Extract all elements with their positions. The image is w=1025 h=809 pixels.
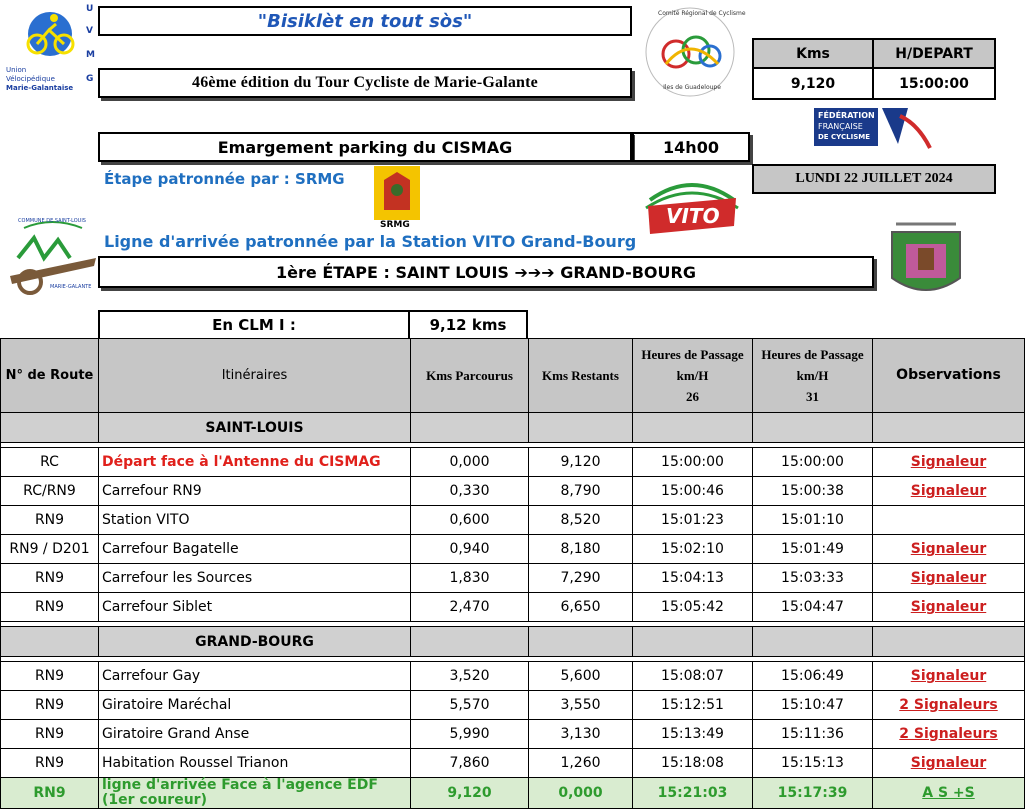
itinerary-cell: Carrefour Bagatelle: [99, 535, 411, 564]
itinerary-cell: Carrefour Gay: [99, 662, 411, 691]
section-cell: [753, 413, 873, 443]
kms-restants-cell: 3,550: [529, 691, 633, 720]
itinerary-cell: Station VITO: [99, 506, 411, 535]
finish-row: [1, 778, 1025, 809]
passage-26-cell: 15:02:10: [633, 535, 753, 564]
srmg-emblem-icon: [374, 166, 420, 220]
section-title: SAINT-LOUIS: [99, 413, 411, 443]
kms-parcourus-cell: 3,520: [411, 662, 529, 691]
saint-louis-text-top: COMMUNE DE SAINT-LOUIS: [18, 218, 86, 224]
table-row: [1, 720, 1025, 749]
clm-label-box: [98, 310, 410, 340]
hdepart-label-cell: [874, 40, 994, 69]
saint-louis-text-bottom: MARIE-GALANTE: [50, 284, 92, 290]
section-cell: [1, 627, 99, 657]
clm-label: En CLM I :: [212, 316, 296, 334]
stage-title: 1ère ÉTAPE : SAINT LOUIS ➔➔➔ GRAND-BOURG: [276, 262, 696, 282]
section-cell: [633, 413, 753, 443]
passage-26-cell: 15:05:42: [633, 593, 753, 622]
header-route-label: N° de Route: [5, 368, 94, 383]
itinerary-cell: Giratoire Grand Anse: [99, 720, 411, 749]
section-cell: [873, 627, 1025, 657]
observation-cell[interactable]: Signaleur: [873, 477, 1025, 506]
kms-restants-cell: 8,520: [529, 506, 633, 535]
clm-value-box: [408, 310, 528, 340]
clm-value: 9,12 kms: [429, 316, 507, 334]
header-itineraires: [99, 339, 411, 413]
section-title: GRAND-BOURG: [99, 627, 411, 657]
vito-logo: [640, 178, 744, 242]
passage-26-cell: 15:01:23: [633, 506, 753, 535]
kms-restants-cell: 8,180: [529, 535, 633, 564]
section-cell: [633, 627, 753, 657]
header-passage-26: [633, 339, 753, 413]
table-row: [1, 749, 1025, 778]
passage-31-cell: 15:11:36: [753, 720, 873, 749]
route-cell: RN9: [1, 506, 99, 535]
passage-31-cell: 15:15:13: [753, 749, 873, 778]
date: LUNDI 22 JUILLET 2024: [795, 171, 953, 186]
slogan: "Bisiklèt en tout sòs": [257, 10, 473, 32]
srmg-logo: [374, 166, 420, 232]
uvmg-letter-g: G: [86, 74, 94, 84]
srmg-label: SRMG: [380, 220, 410, 230]
ffc-text-1: FÉDÉRATION: [818, 111, 875, 120]
marie-galante-crest: [888, 218, 964, 302]
kms-parcourus-cell: 5,570: [411, 691, 529, 720]
kms-parcourus-cell: 0,940: [411, 535, 529, 564]
route-cell: RN9: [1, 564, 99, 593]
header-route: [1, 339, 99, 413]
kms-restants-cell: 8,790: [529, 477, 633, 506]
passage-26-cell: 15:13:49: [633, 720, 753, 749]
table-body: [1, 413, 1025, 809]
ffc-text-2: FRANÇAISE: [818, 122, 863, 131]
route-cell: RN9 / D201: [1, 535, 99, 564]
section-cell: [411, 627, 529, 657]
kms-parcourus-cell: 0,600: [411, 506, 529, 535]
header-kp-label: Kms Parcourus: [426, 368, 513, 383]
passage-31-cell: 15:03:33: [753, 564, 873, 593]
observation-cell[interactable]: Signaleur: [873, 535, 1025, 564]
header-h31-value: 31: [806, 389, 819, 404]
route-cell: RN9: [1, 593, 99, 622]
observation-cell[interactable]: 2 Signaleurs: [873, 691, 1025, 720]
slogan-box: [98, 6, 632, 36]
kms-restants-cell: 3,130: [529, 720, 633, 749]
section-row-grand-bourg: [1, 627, 1025, 657]
hdepart-label: H/DEPART: [895, 45, 973, 62]
edition-title: 46ème édition du Tour Cycliste de Marie-Galante: [192, 74, 538, 91]
header-kms-parcourus: [411, 339, 529, 413]
table-row: [1, 593, 1025, 622]
table-row: [1, 691, 1025, 720]
itinerary-cell: Giratoire Maréchal: [99, 691, 411, 720]
passage-26-cell: 15:21:03: [633, 778, 753, 809]
uvmg-text-2: Vélocipédique: [6, 75, 55, 83]
section-cell: [753, 627, 873, 657]
itinerary-cell: ligne d'arrivée Face à l'agence EDF (1er coureur): [99, 778, 411, 809]
section-cell: [1, 413, 99, 443]
route-cell: RN9: [1, 691, 99, 720]
uvmg-letter-u: U: [86, 4, 94, 14]
kms-restants-cell: 6,650: [529, 593, 633, 622]
itinerary-cell: Carrefour Siblet: [99, 593, 411, 622]
header-observations: [873, 339, 1025, 413]
kms-restants-cell: 0,000: [529, 778, 633, 809]
emargement-time-box: [632, 132, 750, 162]
route-cell: RN9: [1, 778, 99, 809]
observation-cell[interactable]: Signaleur: [873, 564, 1025, 593]
section-cell: [529, 627, 633, 657]
kms-label-cell: [754, 40, 874, 69]
passage-26-cell: 15:08:07: [633, 662, 753, 691]
emargement-box: [98, 132, 632, 162]
passage-31-cell: 15:06:49: [753, 662, 873, 691]
header-passage-31: [753, 339, 873, 413]
kms-label: Kms: [796, 45, 830, 62]
itinerary-cell: Habitation Roussel Trianon: [99, 749, 411, 778]
kms-parcourus-cell: 0,330: [411, 477, 529, 506]
kms-depart-block: [752, 38, 996, 100]
table-row: [1, 564, 1025, 593]
kms-parcourus-cell: 7,860: [411, 749, 529, 778]
passage-31-cell: 15:01:10: [753, 506, 873, 535]
kms-value-cell: [754, 69, 874, 98]
sponsor-stage: Étape patronnée par : SRMG: [104, 170, 345, 188]
passage-26-cell: 15:12:51: [633, 691, 753, 720]
header-h26-label: Heures de Passage km/H: [641, 347, 744, 383]
emargement-text: Emargement parking du CISMAG: [217, 137, 513, 157]
uvmg-letter-m: M: [86, 50, 95, 60]
itinerary-cell: Carrefour RN9: [99, 477, 411, 506]
header-itin-label: Itinéraires: [221, 368, 288, 383]
kms-parcourus-cell: 1,830: [411, 564, 529, 593]
table-row: [1, 477, 1025, 506]
hdepart-value: 15:00:00: [899, 75, 969, 92]
header-h26-value: 26: [686, 389, 699, 404]
observation-cell[interactable]: 2 Signaleurs: [873, 720, 1025, 749]
uvmg-text-1: Union: [6, 66, 27, 74]
header-kms-restants: [529, 339, 633, 413]
uvmg-text-3: Marie-Galantaise: [6, 84, 74, 92]
date-box: [752, 164, 996, 194]
ffc-logo: [814, 104, 934, 152]
hdepart-value-cell: [874, 69, 994, 98]
kms-value: 9,120: [790, 75, 836, 92]
sponsor-finish: Ligne d'arrivée patronnée par la Station VITO Grand-Bourg: [104, 232, 637, 251]
table-row: [1, 535, 1025, 564]
observation-cell[interactable]: A S +S: [873, 778, 1025, 809]
edition-box: [98, 68, 632, 98]
header-obs-label: Observations: [896, 367, 1001, 383]
vito-label: VITO: [666, 204, 720, 228]
passage-31-cell: 15:17:39: [753, 778, 873, 809]
passage-26-cell: 15:00:46: [633, 477, 753, 506]
kms-restants-cell: 9,120: [529, 448, 633, 477]
kms-restants-cell: 7,290: [529, 564, 633, 593]
route-cell: RC/RN9: [1, 477, 99, 506]
passage-31-cell: 15:04:47: [753, 593, 873, 622]
saint-louis-logo: [4, 218, 100, 302]
kms-restants-cell: 5,600: [529, 662, 633, 691]
kms-parcourus-cell: 0,000: [411, 448, 529, 477]
section-cell: [529, 413, 633, 443]
ffc-swoosh-icon: [878, 104, 934, 152]
kms-restants-cell: 1,260: [529, 749, 633, 778]
route-cell: RC: [1, 448, 99, 477]
observation-cell[interactable]: Signaleur: [873, 662, 1025, 691]
comite-logo: [640, 4, 746, 100]
header-kr-label: Kms Restants: [542, 368, 619, 383]
table-row: [1, 506, 1025, 535]
comite-text-top: Comité Régional de Cyclisme: [658, 10, 746, 17]
passage-31-cell: 15:00:00: [753, 448, 873, 477]
itinerary-cell: Carrefour les Sources: [99, 564, 411, 593]
kms-parcourus-cell: 9,120: [411, 778, 529, 809]
kms-parcourus-cell: 5,990: [411, 720, 529, 749]
stage-title-box: [98, 256, 874, 288]
passage-26-cell: 15:04:13: [633, 564, 753, 593]
route-cell: RN9: [1, 749, 99, 778]
section-row-saint-louis: [1, 413, 1025, 443]
table-row: [1, 448, 1025, 477]
passage-31-cell: 15:01:49: [753, 535, 873, 564]
section-cell: [411, 413, 529, 443]
passage-26-cell: 15:00:00: [633, 448, 753, 477]
itinerary-cell: Départ face à l'Antenne du CISMAG: [99, 448, 411, 477]
route-cell: RN9: [1, 720, 99, 749]
table-header-row: [1, 339, 1025, 413]
observation-cell[interactable]: Signaleur: [873, 749, 1025, 778]
passage-31-cell: 15:00:38: [753, 477, 873, 506]
observation-cell[interactable]: Signaleur: [873, 593, 1025, 622]
emargement-time: 14h00: [663, 137, 719, 157]
observation-cell[interactable]: Signaleur: [873, 448, 1025, 477]
route-cell: RN9: [1, 662, 99, 691]
passage-31-cell: 15:10:47: [753, 691, 873, 720]
comite-text-bottom: Iles de Guadeloupe: [663, 84, 721, 91]
passage-26-cell: 15:18:08: [633, 749, 753, 778]
crest-icon: [888, 218, 964, 302]
observation-cell[interactable]: [873, 506, 1025, 535]
ffc-text-3: DE CYCLISME: [818, 133, 870, 141]
uvmg-letter-v: V: [86, 26, 93, 36]
itinerary-table: [0, 338, 1025, 809]
uvmg-logo: [4, 4, 96, 96]
table-row: [1, 662, 1025, 691]
header-h31-label: Heures de Passage km/H: [761, 347, 864, 383]
section-cell: [873, 413, 1025, 443]
kms-parcourus-cell: 2,470: [411, 593, 529, 622]
